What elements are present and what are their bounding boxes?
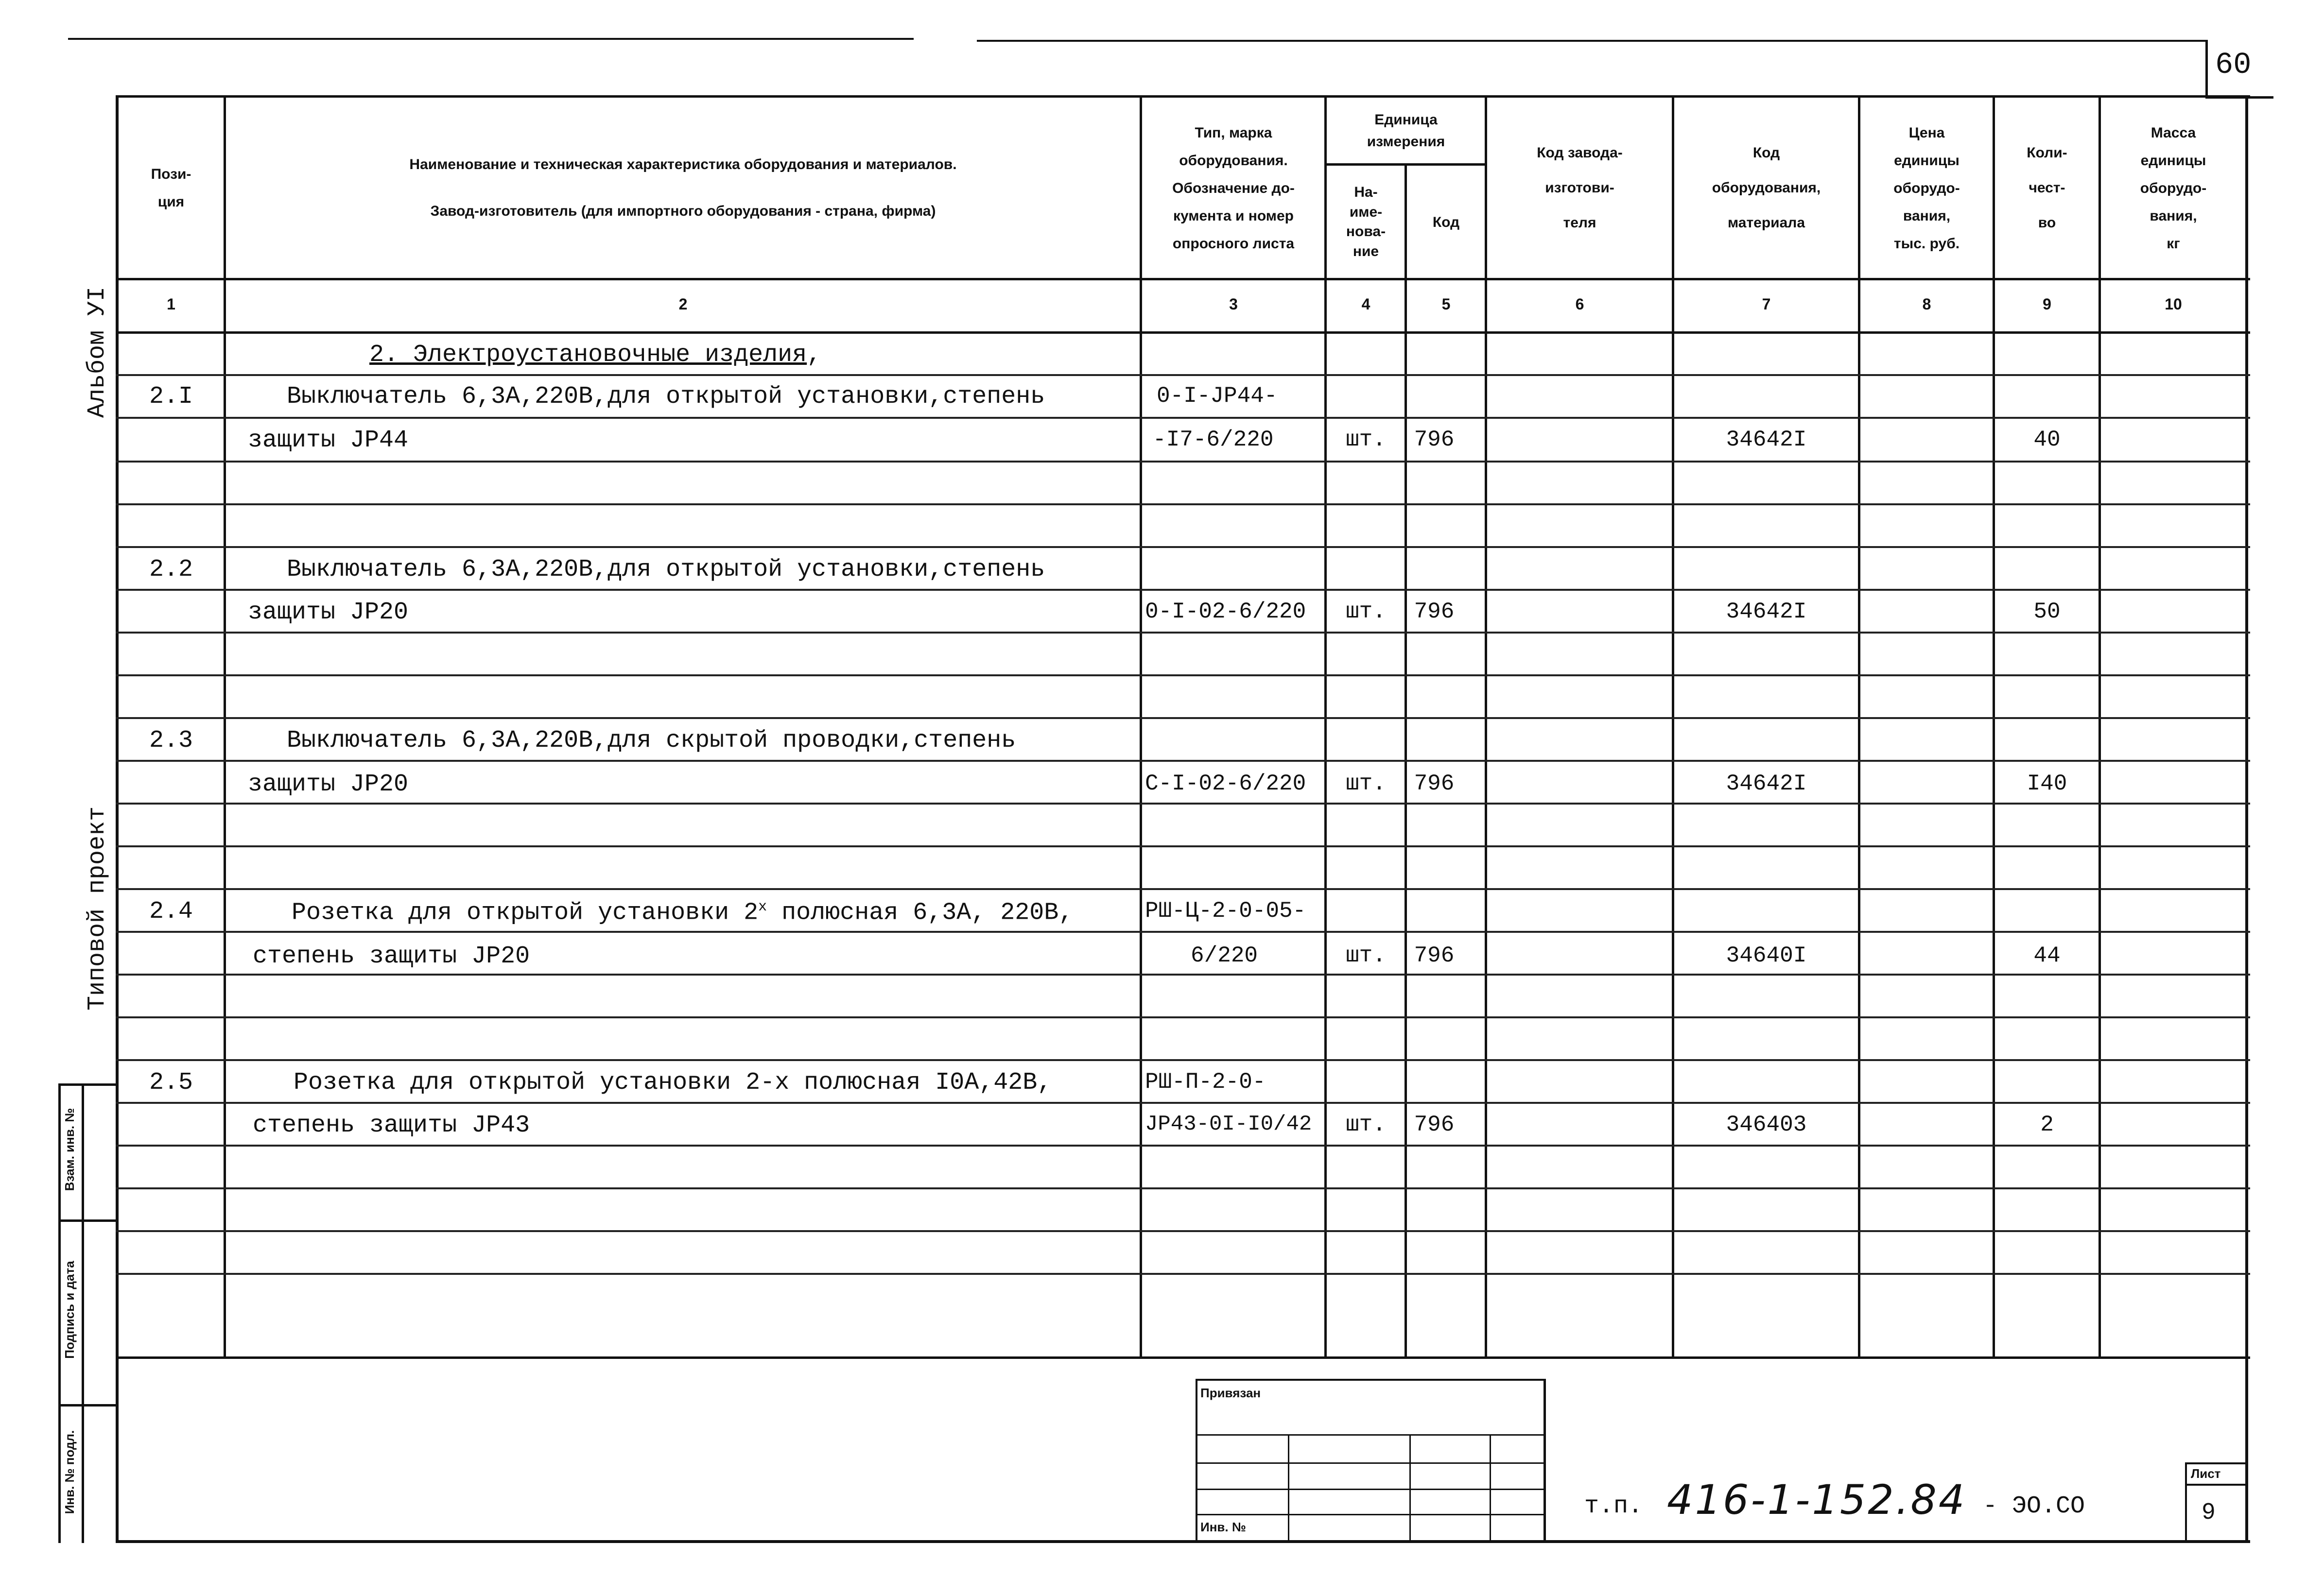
row-line xyxy=(116,717,2250,719)
sheet-box-left xyxy=(2185,1462,2187,1541)
item-type-line2: 6/220 xyxy=(1191,943,1258,968)
col-line-1 xyxy=(224,95,226,1358)
item-unit-code: 796 xyxy=(1414,943,1455,968)
item-unit: шт. xyxy=(1346,1112,1386,1137)
page-mark-border xyxy=(2205,40,2208,98)
section-title: 2. Электроустановочные изделия, xyxy=(369,341,822,369)
item-position: 2.3 xyxy=(149,727,193,755)
tb-col xyxy=(1409,1434,1411,1541)
item-equipment-code: 34642I xyxy=(1726,599,1807,624)
table-body-bottom xyxy=(116,1356,2250,1359)
row-line xyxy=(116,760,2250,762)
item-position: 2.5 xyxy=(149,1069,193,1097)
doc-prefix: т.п. xyxy=(1584,1492,1643,1520)
item-name-line2: защиты JP20 xyxy=(248,599,409,626)
colnum-bottom-line xyxy=(116,331,2250,334)
item-type-line2: 0-I-02-6/220 xyxy=(1145,599,1306,624)
podpis-data-label: Подпись и дата xyxy=(62,1261,77,1359)
header-type: Тип, марка оборудования. Обозначение до- кумента и номер опросного листа xyxy=(1172,124,1295,252)
row-line xyxy=(116,845,2250,847)
project-label: Типовой проект xyxy=(84,806,111,1011)
item-unit-code: 796 xyxy=(1414,427,1455,452)
side-stamp-divider xyxy=(58,1219,117,1222)
row-line xyxy=(116,803,2250,805)
item-equipment-code: 34642I xyxy=(1726,771,1807,796)
item-unit: шт. xyxy=(1346,427,1386,452)
column-number: 10 xyxy=(2165,295,2182,313)
row-line xyxy=(116,461,2250,463)
row-line xyxy=(116,1187,2250,1189)
privyazan-label: Привязан xyxy=(1200,1386,1261,1400)
column-number: 6 xyxy=(1575,295,1584,313)
table-right-border xyxy=(2245,95,2248,1543)
item-equipment-code: 34640I xyxy=(1726,943,1807,968)
sheet-box-top xyxy=(2185,1462,2248,1464)
item-type-line1: РШ-Ц-2-0-05- xyxy=(1145,898,1306,924)
sheet-box-mid xyxy=(2185,1484,2248,1486)
item-type-line1: 0-I-JP44- xyxy=(1157,383,1278,409)
col-line-2 xyxy=(1140,95,1142,1358)
item-name-line2: степень защиты JP20 xyxy=(253,943,530,970)
item-name-line1: Выключатель 6,3А,220В,для открытой установки,степень xyxy=(287,383,1045,411)
col-line-7 xyxy=(1858,95,1860,1358)
tb-row xyxy=(1196,1434,1545,1436)
row-line xyxy=(116,374,2250,376)
tb-right xyxy=(1544,1379,1546,1541)
row-line xyxy=(116,1230,2250,1232)
item-name-line1: Выключатель 6,3А,220В,для открытой установки,степень xyxy=(287,556,1045,583)
col-line-9 xyxy=(2099,95,2101,1358)
header-unit: Единица измерения xyxy=(1367,112,1445,150)
item-type-line1: РШ-П-2-0- xyxy=(1145,1069,1266,1095)
item-unit: шт. xyxy=(1346,599,1386,624)
item-unit: шт. xyxy=(1346,771,1386,796)
header-unit-name: На- име- нова- ние xyxy=(1346,184,1386,259)
tb-col xyxy=(1490,1434,1491,1541)
item-quantity: 50 xyxy=(2033,599,2061,624)
tb-col xyxy=(1288,1434,1289,1541)
column-number: 4 xyxy=(1361,295,1370,313)
row-line xyxy=(116,974,2250,976)
row-line xyxy=(116,1059,2250,1061)
item-quantity: I40 xyxy=(2027,771,2067,796)
item-name-line2: степень защиты JP43 xyxy=(253,1112,530,1139)
column-number: 2 xyxy=(678,295,688,313)
item-unit-code: 796 xyxy=(1414,1112,1455,1137)
row-line xyxy=(116,931,2250,933)
item-type-line2: С-I-02-6/220 xyxy=(1145,771,1306,796)
sheet-number: 9 xyxy=(2202,1500,2216,1526)
column-number: 1 xyxy=(167,295,175,313)
item-name-line1: Выключатель 6,3А,220В,для скрытой проводки,степень xyxy=(287,727,1016,755)
column-number: 7 xyxy=(1762,295,1771,313)
doc-number: 416-1-152.84 xyxy=(1667,1476,1967,1524)
column-number: 8 xyxy=(1922,295,1931,313)
item-unit: шт. xyxy=(1346,943,1386,968)
item-quantity: 44 xyxy=(2033,943,2061,968)
item-position: 2.I xyxy=(149,383,193,411)
col-line-3 xyxy=(1324,95,1327,1358)
row-line xyxy=(116,632,2250,634)
tb-top xyxy=(1196,1379,1545,1381)
item-name-line2: защиты JP20 xyxy=(248,771,409,798)
row-line xyxy=(116,1102,2250,1104)
top-rule-2 xyxy=(977,40,2206,42)
row-line xyxy=(116,503,2250,505)
item-type-line2: JP43-0I-I0/42 xyxy=(1145,1112,1312,1136)
page-mark: 60 xyxy=(2215,48,2252,82)
header-quantity: Коли- чест- во xyxy=(2027,145,2067,231)
column-number: 5 xyxy=(1441,295,1451,313)
table-top-border xyxy=(116,95,2250,98)
sheet-label: Лист xyxy=(2191,1466,2221,1481)
header-bottom-line xyxy=(116,278,2250,280)
header-mass: Масса единицы оборудо- вания, кг xyxy=(2140,124,2207,252)
row-line xyxy=(116,546,2250,548)
row-line xyxy=(116,888,2250,890)
tb-row xyxy=(1196,1489,1545,1490)
vzam-inv-label: Взам. инв. № xyxy=(62,1108,77,1191)
row-line xyxy=(116,674,2250,676)
row-line xyxy=(116,1145,2250,1147)
album-label: Альбом УI xyxy=(84,286,111,418)
item-position: 2.2 xyxy=(149,556,193,583)
header-name: Наименование и техническая характеристика оборудования и материалов. Завод-изготовитель (для импортного оборудования - страна, фирма) xyxy=(409,156,957,219)
item-name-line2: защиты JP44 xyxy=(248,427,409,454)
item-name-line1: Розетка для открытой установки $2^х$ полюсная 6,3А, 220В, xyxy=(292,899,1074,927)
header-unit-code: Код xyxy=(1432,214,1460,230)
top-rule xyxy=(68,38,914,40)
column-number: 9 xyxy=(2043,295,2051,313)
header-factory-code: Код завода- изготови- теля xyxy=(1537,145,1623,231)
tb-row xyxy=(1196,1514,1545,1515)
side-stamp-top xyxy=(58,1083,117,1086)
item-equipment-code: 34642I xyxy=(1726,427,1807,452)
row-line xyxy=(116,1273,2250,1275)
row-line xyxy=(116,1016,2250,1018)
row-line xyxy=(116,589,2250,591)
header-position: Пози- ция xyxy=(151,166,191,210)
item-position: 2.4 xyxy=(149,898,193,926)
header-price: Цена единицы оборудо- вания, тыс. руб. xyxy=(1893,124,1960,252)
item-quantity: 2 xyxy=(2040,1112,2054,1137)
item-name-line1: Розетка для открытой установки 2-х полюсная I0А,42В, xyxy=(294,1069,1052,1097)
item-equipment-code: 346403 xyxy=(1726,1112,1807,1137)
side-stamp-divider xyxy=(58,1404,117,1406)
header-equipment-code: Код оборудования, материала xyxy=(1712,145,1821,231)
doc-suffix: - ЭО.СО xyxy=(1983,1492,2085,1520)
table-bottom-border xyxy=(116,1540,2250,1543)
col-line-5 xyxy=(1485,95,1487,1358)
item-unit-code: 796 xyxy=(1414,771,1455,796)
col-line-6 xyxy=(1672,95,1674,1358)
unit-subheader-line xyxy=(1324,163,1485,166)
tb-row xyxy=(1196,1462,1545,1464)
column-number: 3 xyxy=(1229,295,1238,313)
row-line xyxy=(116,417,2250,419)
inv-no-podl-label: Инв. № подл. xyxy=(62,1430,77,1514)
item-unit-code: 796 xyxy=(1414,599,1455,624)
col-line-8 xyxy=(1993,95,1995,1358)
inv-no-label: Инв. № xyxy=(1200,1520,1246,1534)
tb-left xyxy=(1196,1379,1197,1541)
side-stamp-right xyxy=(82,1083,84,1543)
side-stamp-left xyxy=(58,1083,61,1543)
item-quantity: 40 xyxy=(2033,427,2061,452)
item-type-line2: -I7-6/220 xyxy=(1153,427,1274,452)
